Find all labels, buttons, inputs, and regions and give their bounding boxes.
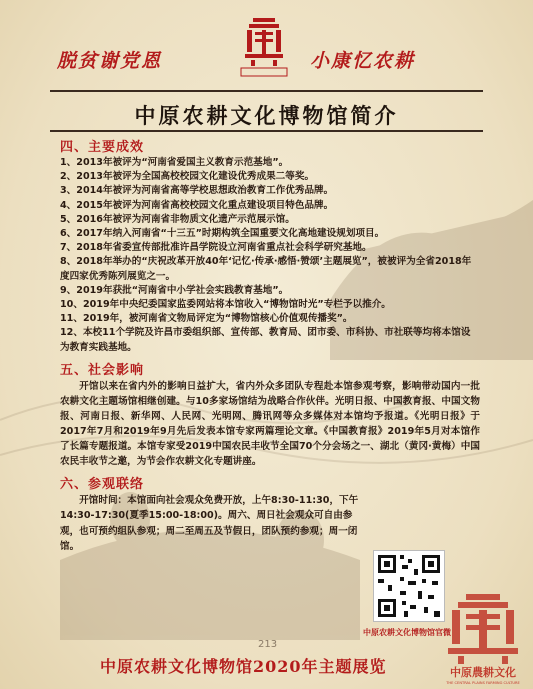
page-number: 213 [258,639,278,650]
section-heading-visit-contact: 六、参观联络 [60,476,145,492]
social-impact-paragraph: 开馆以来在省内外的影响日益扩大，省内外众多团队专程赴本馆参观考察，影响带动国内一批农耕文化主题场馆相继创建。与10多家场馆结为战略合作伙伴。光明日报、中国教育报、中国文物报、河南日报、新华网、人民网、光明网、腾讯网等众多媒体对本馆均予报道。《光明日报》于2017年7月和2019年9月先后发表本馆专家两篇理论文章。《中国教育报》2019年5月对本馆作了长篇专题报道。本馆专家受2019中国农民丰收节全国70个分会场之一、湖北（黄冈·黄梅）中国农民丰收节之邀，为节会作农耕文化专题讲座。 [60,380,480,467]
museum-emblem-icon [438,590,528,686]
achievement-item: 6、2017年纳入河南省“十三五”时期构筑全国重要文化高地建设规划项目。 [60,228,385,240]
achievement-item: 2、2013年被评为全国高校校园文化建设优秀成果二等奖。 [60,171,315,183]
emblem-en-text: THE CENTRAL PLAINS FARMING CULTURE [446,681,520,685]
emblem-cn-text: 中原農耕文化 [450,666,516,679]
achievement-item: 3、2014年被评为河南省高等学校思想政治教育工作优秀品牌。 [60,185,334,197]
page-title: 中原农耕文化博物馆简介 [134,104,399,128]
title-rule-bottom [50,130,483,132]
achievement-item: 8、2018年举办的“庆祝改革开放40年‘记忆·传承·感悟·赞颂’主题展览”，被被评为全省2018年度四家优秀陈列展览之一。 [60,256,472,282]
section-heading-social-impact: 五、社会影响 [60,362,145,378]
achievement-item: 1、2013年被评为“河南省爱国主义教育示范基地”。 [60,157,289,168]
opening-hours-text: 开馆时间：本馆面向社会观众免费开放，上午8:30-11:30，下午14:30-17:30(夏季15:00-18:00)。周六、周日社会观众可自由参观，也可预约组队参观；周二至周五及节假日，团队预约参观；周一闭馆。 [60,494,359,553]
footer-title: 中原农耕文化博物馆2020年主题展览 [100,657,387,676]
section-heading-achievements: 四、主要成效 [60,140,145,155]
slogan-right: 小康忆农耕 [310,50,416,72]
achievement-item: 12、本校11个学院及许昌市委组织部、宣传部、教育局、团市委、市科协、市社联等均将本馆设为教育实践基地。 [60,327,471,353]
achievement-item: 9、2019年获批“河南省中小学社会实践教育基地”。 [60,284,289,296]
achievement-item: 10、2019年中央纪委国家监委网站将本馆收入“博物馆时光”专栏予以推介。 [60,299,391,311]
title-rule-top [50,90,483,92]
slogan-left: 脱贫谢党恩 [57,50,163,72]
achievement-item: 11、2019年，被河南省文物局评定为“博物馆核心价值观传播奖”。 [60,313,353,325]
achievement-item: 7、2018年省委宣传部批准许昌学院设立河南省重点社会科学研究基地。 [60,242,372,254]
qr-caption: 中原农耕文化博物馆官微 [363,628,451,637]
museum-logo-icon [239,14,289,78]
wechat-qr-code[interactable] [373,550,445,622]
title-bar [50,90,483,132]
achievement-item: 4、2015年被评为河南省高校校园文化重点建设项目特色品牌。 [60,199,334,211]
content-body [60,134,480,555]
achievement-item: 5、2016年被评为河南省非物质文化遗产示范展示馆。 [60,213,295,225]
